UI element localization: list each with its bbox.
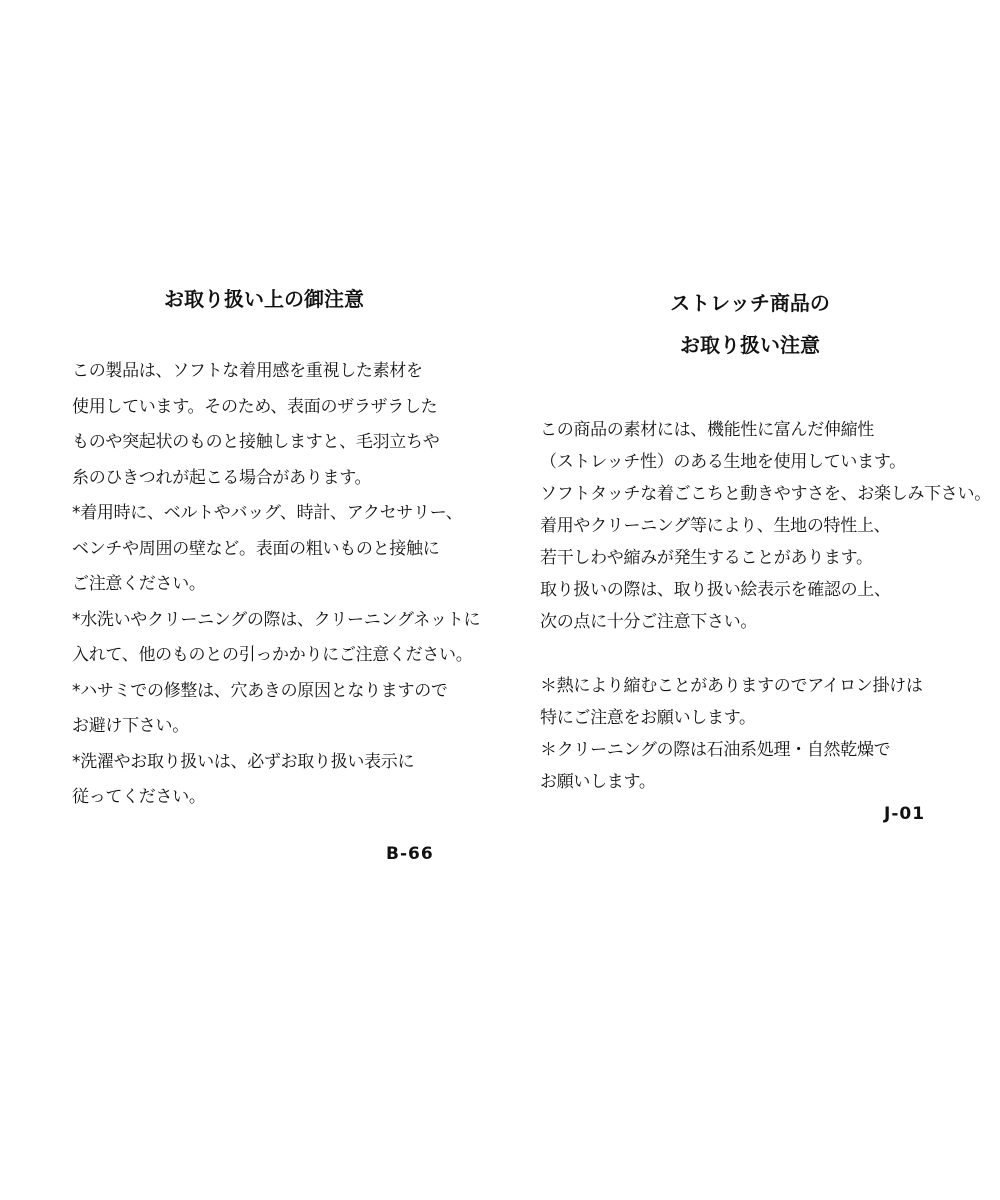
right-card-line: ソフトタッチな着ごこちと動きやすさを、お楽しみ下さい。: [540, 484, 991, 504]
left-card-body: [72, 354, 481, 816]
left-card-line: 使用しています。そのため、表面のザラザラした: [72, 396, 438, 417]
right-card-body: [540, 414, 991, 798]
left-card-line: ご注意ください。: [72, 574, 206, 594]
left-card-code: B-66: [386, 844, 434, 864]
paragraph-gap: [540, 638, 980, 670]
left-card-line: お避け下さい。: [72, 716, 189, 736]
left-card-line: *水洗いやクリーニングの際は、クリーニングネットに: [72, 609, 481, 630]
right-card-note: ＊クリーニングの際は石油系処理・自然乾燥で: [540, 740, 891, 760]
left-card-line: *着用時に、ベルトやバッグ、時計、アクセサリー、: [72, 503, 463, 523]
left-card-line: ものや突起状のものと接触しますと、毛羽立ちや: [72, 432, 440, 452]
right-card-line: この商品の素材には、機能性に富んだ伸縮性: [540, 420, 874, 440]
left-card-line: *ハサミでの修整は、穴あきの原因となりますので: [72, 680, 448, 701]
right-card-note: ＊熱により縮むことがありますのでアイロン掛けは: [540, 676, 923, 696]
right-card-title: [540, 282, 960, 366]
right-card-note: 特にご注意をお願いします。: [540, 708, 756, 728]
left-card-line: ベンチや周囲の壁など。表面の粗いものと接触に: [72, 538, 440, 559]
right-card-title-line2: お取り扱い注意: [680, 333, 820, 357]
right-card-title-line1: ストレッチ商品の: [670, 291, 830, 315]
right-card-line: （ストレッチ性）のある生地を使用しています。: [540, 452, 906, 472]
left-card-line: この製品は、ソフトな着用感を重視した素材を: [72, 361, 423, 381]
right-card-code: J-01: [884, 804, 926, 824]
care-notice-left: [72, 282, 481, 816]
left-card-line: 入れて、他のものとの引っかかりにご注意ください。: [72, 645, 473, 665]
care-notice-right: [540, 282, 991, 798]
right-card-line: 次の点に十分ご注意下さい。: [540, 612, 758, 632]
left-card-line: 糸のひきつれが起こる場合があります。: [72, 467, 372, 488]
left-card-line: *洗濯やお取り扱いは、必ずお取り扱い表示に: [72, 751, 415, 772]
left-card-line: 従ってください。: [72, 787, 206, 807]
right-card-note: お願いします。: [540, 772, 656, 792]
right-card-line: 着用やクリーニング等により、生地の特性上、: [540, 516, 891, 536]
left-card-title: お取り扱い上の御注意: [164, 287, 364, 311]
right-card-line: 取り扱いの際は、取り扱い絵表示を確認の上、: [540, 580, 891, 600]
right-card-line: 若干しわや縮みが発生することがあります。: [540, 548, 873, 568]
